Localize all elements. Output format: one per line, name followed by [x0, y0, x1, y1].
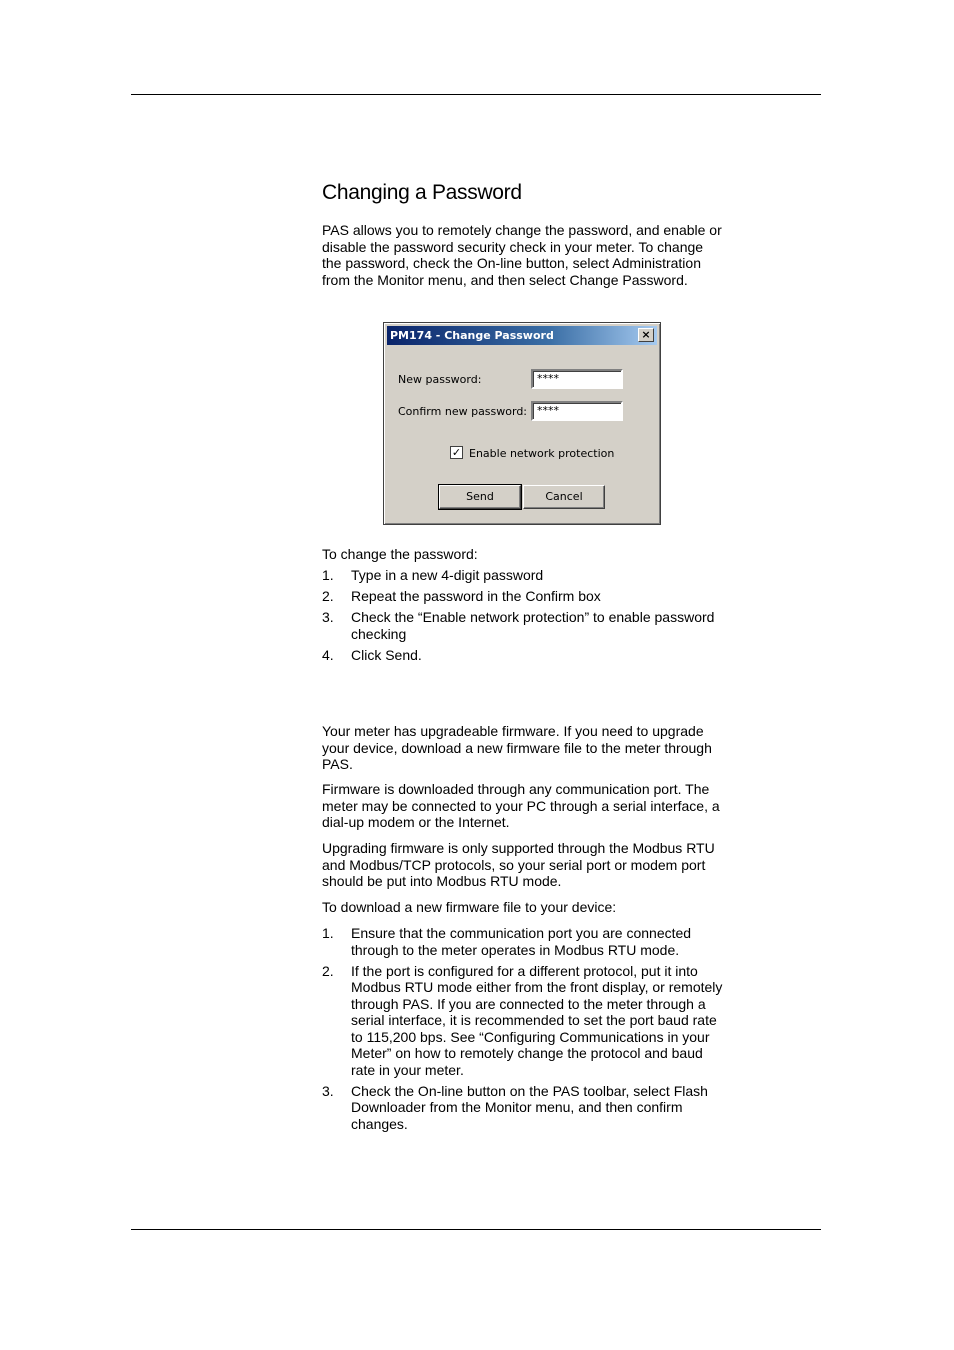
list-item — [322, 588, 724, 605]
intro-paragraph: PAS allows you to remotely change the password, and enable or disable the password security check in your meter. To change the password, check the On-line button, select Administration from the Monitor menu, and then select Change Password. — [322, 222, 722, 288]
list-item — [322, 609, 724, 642]
firmware-paragraph-1: Your meter has upgradeable firmware. If you need to upgrade your device, download a new firmware file to the meter through PAS. — [322, 723, 712, 772]
list-item — [322, 925, 724, 958]
new-password-label: New password: — [398, 373, 482, 386]
firmware-paragraph-4: To download a new firmware file to your device: — [322, 899, 617, 915]
confirm-password-label: Confirm new password: — [398, 405, 528, 418]
list-item — [322, 647, 724, 664]
network-protection-checkbox[interactable]: ✓ — [451, 446, 462, 459]
password-steps-intro: To change the password: — [322, 546, 478, 562]
list-item-text: Ensure that the communication port you are connected through to the meter operates in Modbus RTU mode. — [351, 925, 692, 958]
list-item-number: 2. — [322, 588, 334, 604]
list-item-text: If the port is configured for a different protocol, put it into Modbus RTU mode either from the front display, or remotely through PAS. If you are connected to the meter through a serial interface, it is recommended to set the port baud rate to 115,200 bps. See “Configuring Communications in your Meter” on how to remotely change the protocol and baud rate in your meter. — [351, 962, 723, 1078]
list-item-text: Repeat the password in the Confirm box — [351, 588, 601, 604]
list-item — [322, 1083, 724, 1133]
list-item-text: Check the “Enable network protection” to enable password checking — [351, 609, 715, 642]
new-password-field[interactable]: **** — [531, 369, 623, 389]
list-item-number: 3. — [322, 1082, 334, 1099]
list-item-number: 1. — [322, 925, 334, 941]
list-item-text: Click Send. — [351, 646, 422, 663]
list-item-number: 1. — [322, 567, 334, 583]
password-steps-list — [322, 567, 724, 668]
section-title: Changing a Password — [322, 181, 522, 204]
firmware-paragraph-3: Upgrading firmware is only supported through the Modbus RTU and Modbus/TCP protocols, so your serial port or modem port should be put into Modbus RTU mode. — [322, 840, 715, 889]
list-item — [322, 567, 724, 584]
list-item-number: 3. — [322, 609, 334, 625]
change-password-dialog — [383, 322, 661, 525]
firmware-steps-list — [322, 925, 724, 1137]
dialog-title: PM174 - Change Password — [390, 329, 554, 342]
send-button[interactable]: Send — [439, 485, 521, 509]
confirm-password-field[interactable]: **** — [531, 401, 623, 421]
list-item-text: Type in a new 4-digit password — [351, 567, 544, 583]
list-item-text: Check the On-line button on the PAS toolbar, select Flash Downloader from the Monitor menu, and then confirm changes. — [351, 1082, 708, 1132]
list-item-number: 2. — [322, 962, 334, 979]
network-protection-label[interactable]: Enable network protection — [469, 447, 615, 460]
header-rule — [131, 94, 821, 95]
list-item — [322, 963, 724, 1079]
footer-rule — [131, 1229, 821, 1230]
firmware-paragraph-2: Firmware is downloaded through any communication port. The meter may be connected to your PC through a serial interface, a dial-up modem or the Internet. — [322, 781, 720, 830]
list-item-number: 4. — [322, 646, 334, 663]
cancel-button[interactable]: Cancel — [523, 485, 605, 509]
dialog-titlebar — [387, 326, 657, 345]
close-icon[interactable]: × — [638, 328, 654, 342]
